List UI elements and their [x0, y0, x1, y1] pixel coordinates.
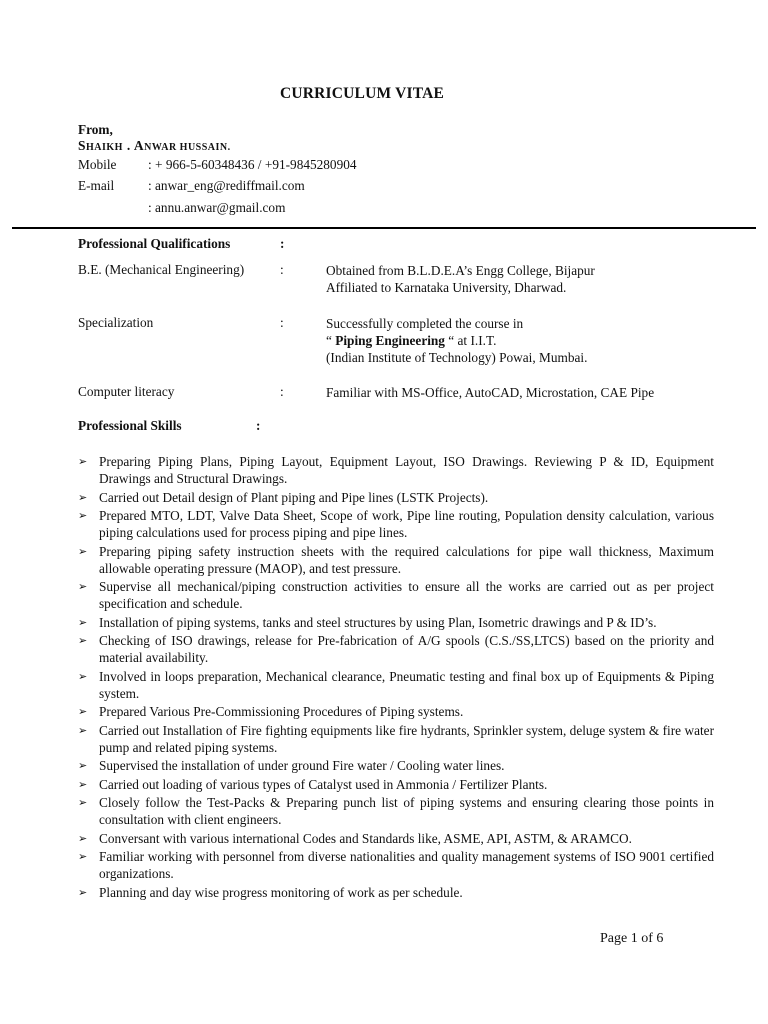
qualification-key: Computer literacy: [78, 384, 175, 399]
arrow-bullet-icon: ➢: [78, 796, 88, 809]
skills-heading: Professional Skills: [78, 418, 182, 433]
skill-item: ➢ Carried out Installation of Fire fighting equipments like fire hydrants, Sprinkler system, deluge system & fire water pump and related piping systems.: [78, 722, 714, 755]
qualification-line: Familiar with MS-Office, AutoCAD, Microstation, CAE Pipe: [326, 385, 655, 400]
qualification-line: (Indian Institute of Technology) Powai, Mumbai.: [326, 350, 588, 365]
name-last-initial: A: [133, 138, 145, 153]
page-number: Page 1 of 6: [600, 931, 664, 946]
skills-list: [78, 453, 714, 902]
skill-item: ➢ Prepared MTO, LDT, Valve Data Sheet, Scope of work, Pipe line routing, Population density calculation, various piping calculations used for process piping and pipe lines.: [78, 508, 714, 540]
skill-item: ➢ Supervised the installation of under ground Fire water / Cooling water lines.: [78, 758, 505, 773]
mobile-row: [78, 154, 357, 175]
email-value-2: : annu.anwar@gmail.com: [148, 200, 286, 215]
course-name: Piping Engineering: [335, 333, 445, 348]
skill-item: ➢ Supervise all mechanical/piping construction activities to ensure all the works are carried out as per project specification and schedule.: [78, 579, 714, 611]
qualification-value: [326, 262, 595, 296]
skill-item: ➢ Planning and day wise progress monitoring of work as per schedule.: [78, 884, 463, 900]
cv-title: CURRICULUM VITAE: [279, 85, 445, 102]
mobile-label: Mobile: [78, 157, 117, 172]
skill-item: ➢ Carried out Detail design of Plant piping and Pipe lines (LSTK Projects).: [78, 489, 489, 505]
arrow-bullet-icon: ➢: [78, 885, 88, 899]
arrow-bullet-icon: ➢: [78, 705, 88, 718]
skill-item: ➢ Preparing Piping Plans, Piping Layout, Equipment Layout, ISO Drawings. Reviewing P & ID, Equipment Drawings and Structural Drawings.: [78, 454, 714, 486]
mobile-value: : + 966-5-60348436 / +91-9845280904: [148, 157, 357, 172]
skill-item: ➢ Prepared Various Pre-Commissioning Procedures of Piping systems.: [78, 704, 464, 719]
skill-item: ➢ Involved in loops preparation, Mechanical clearance, Pneumatic testing and final box up of Equipments & Piping system.: [78, 668, 714, 701]
arrow-bullet-icon: ➢: [78, 509, 88, 522]
name-first-initial: S: [78, 138, 87, 153]
skill-item: ➢ Carried out loading of various types of Catalyst used in Ammonia / Fertilizer Plants.: [78, 776, 548, 792]
arrow-bullet-icon: ➢: [78, 831, 88, 845]
quote-close: “ at I.I.T.: [444, 333, 497, 348]
quote-open: “: [326, 333, 336, 348]
email-label: E-mail: [78, 178, 115, 193]
qualification-colon: :: [280, 384, 284, 399]
qualifications-colon: :: [280, 236, 285, 251]
applicant-name: [78, 138, 231, 154]
arrow-bullet-icon: ➢: [78, 759, 88, 772]
qualification-key: Specialization: [78, 315, 154, 330]
arrow-bullet-icon: ➢: [78, 634, 88, 647]
email-row-2: [78, 197, 285, 218]
qualification-line: Affiliated to Karnataka University, Dharwad.: [326, 280, 567, 295]
qualification-line: [326, 332, 587, 349]
arrow-bullet-icon: ➢: [78, 455, 88, 468]
skill-item: ➢ Closely follow the Test-Packs & Preparing punch list of piping systems and ensuring clearing those points in consultation with client engineers.: [78, 795, 714, 827]
qualification-line: Successfully completed the course in: [326, 316, 524, 331]
arrow-bullet-icon: ➢: [78, 723, 88, 737]
arrow-bullet-icon: ➢: [78, 490, 88, 504]
header-divider: [12, 227, 756, 229]
skill-item: ➢ Conversant with various international Codes and Standards like, ASME, API, ASTM, & ARAMCO.: [78, 830, 632, 846]
qualification-key: B.E. (Mechanical Engineering): [78, 262, 245, 277]
arrow-bullet-icon: ➢: [78, 669, 88, 683]
email-value: : anwar_eng@rediffmail.com: [148, 178, 305, 193]
skills-colon: :: [256, 418, 261, 433]
qualification-value: [326, 384, 654, 401]
qualification-colon: :: [280, 262, 284, 277]
arrow-bullet-icon: ➢: [78, 544, 88, 558]
arrow-bullet-icon: ➢: [78, 777, 88, 791]
skill-item: ➢ Installation of piping systems, tanks and steel structures by using Plan, Isometric drawings and P & ID’s.: [78, 614, 657, 630]
qualification-value: [326, 315, 587, 366]
name-first-rest: HAIKH: [86, 142, 123, 153]
arrow-bullet-icon: ➢: [78, 615, 88, 629]
name-separator: .: [122, 138, 134, 153]
qualification-line: Obtained from B.L.D.E.A’s Engg College, Bijapur: [326, 263, 595, 278]
qualifications-title: Professional Qualifications: [78, 236, 231, 251]
name-last-rest: NWAR HUSSAIN.: [144, 142, 231, 153]
from-label: From,: [78, 122, 113, 137]
arrow-bullet-icon: ➢: [78, 580, 88, 593]
email-row: [78, 175, 305, 196]
skill-item: ➢ Preparing piping safety instruction sheets with the required calculations for pipe wall thickness, Maximum allowable operating pressure (MAOP), and test pressure.: [78, 543, 714, 576]
skill-item: ➢ Familiar working with personnel from diverse nationalities and quality management systems of ISO 9001 certified organizations.: [78, 849, 714, 881]
skill-item: ➢ Checking of ISO drawings, release for Pre-fabrication of A/G spools (C.S./SS,LTCS) based on the priority and material availability.: [78, 633, 714, 665]
arrow-bullet-icon: ➢: [78, 850, 88, 863]
qualification-colon: :: [280, 315, 284, 330]
